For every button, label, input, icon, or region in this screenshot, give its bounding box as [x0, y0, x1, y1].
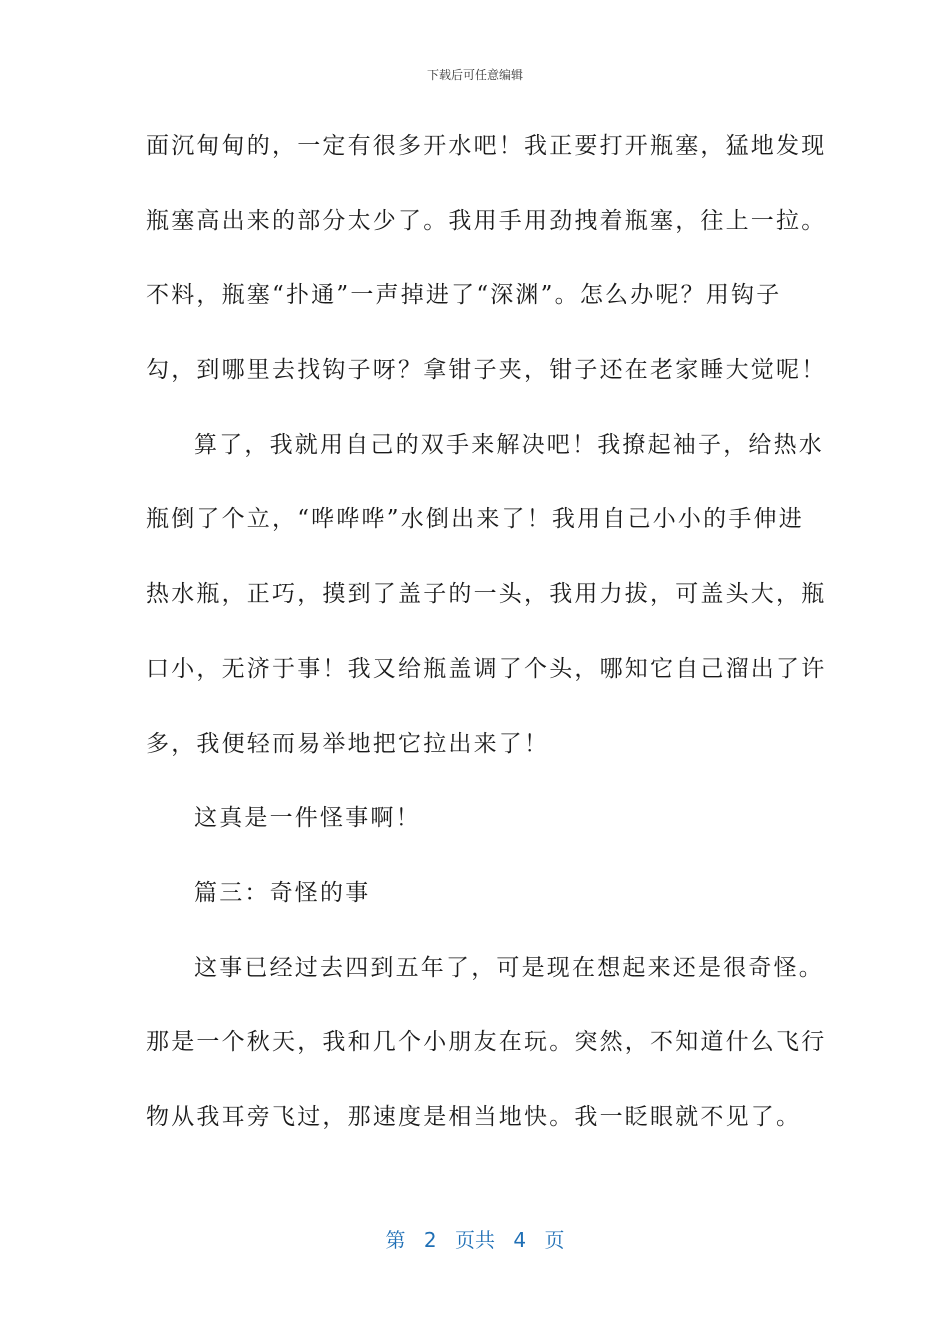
text-line: 物从我耳旁飞过，那速度是相当地快。我一眨眼就不见了。: [146, 1103, 802, 1130]
text-line: 面沉甸甸的，一定有很多开水吧！我正要打开瓶塞，猛地发现: [146, 133, 827, 159]
footer-label-ye: 页: [544, 1228, 565, 1252]
text-line: 勾，到哪里去找钩子呀？拿钳子夹，钳子还在老家睡大觉呢！: [146, 357, 827, 384]
text-line: 瓶塞高出来的部分太少了。我用手用劲拽着瓶塞，往上一拉。: [146, 207, 827, 234]
footer-label-ye-gong: 页共: [455, 1228, 495, 1252]
text-line: 不料，瓶塞“扑通”一声掉进了“深渊”。怎么办呢？用钩子: [146, 282, 782, 309]
paragraph-start-line: 这事已经过去四到五年了，可是现在想起来还是很奇怪。: [194, 954, 824, 981]
text-line: 多，我便轻而易举地把它拉出来了！: [146, 730, 550, 757]
text-line: 热水瓶，正巧，摸到了盖子的一头，我用力拔，可盖头大，瓶: [146, 581, 827, 608]
paragraph-start-line: 这真是一件怪事啊！: [194, 805, 421, 832]
text-line: 瓶倒了个立，“哗哗哗”水倒出来了！我用自己小小的手伸进: [146, 506, 804, 533]
paragraph-start-line: 算了，我就用自己的双手来解决吧！我撩起袖子，给热水: [194, 431, 824, 458]
text-line: 那是一个秋天，我和几个小朋友在玩。突然，不知道什么飞行: [146, 1029, 827, 1056]
current-page-number: 2: [423, 1228, 437, 1252]
text-line: 口小，无济于事！我又给瓶盖调了个头，哪知它自己溜出了许: [146, 655, 827, 682]
header-note: 下载后可任意编辑: [426, 68, 523, 82]
section-heading: 篇三：奇怪的事: [194, 879, 371, 906]
page-footer: [0, 1224, 950, 1253]
document-body: [146, 121, 827, 1167]
footer-label-di: 第: [385, 1228, 406, 1252]
total-pages-number: 4: [513, 1228, 527, 1252]
